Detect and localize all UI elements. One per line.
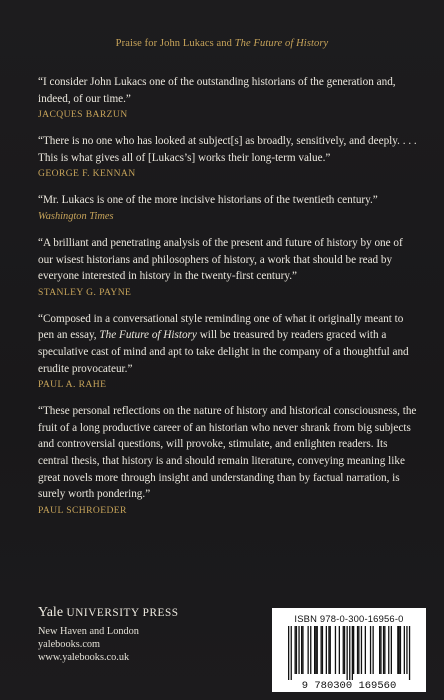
barcode-bar bbox=[322, 626, 323, 674]
barcode-bar bbox=[330, 626, 331, 674]
barcode-bar bbox=[298, 626, 299, 674]
barcode-bar bbox=[380, 626, 381, 674]
publisher-block bbox=[38, 605, 179, 665]
blurb-text bbox=[38, 403, 418, 503]
blurb-author: JACQUES BARZUN bbox=[38, 109, 128, 121]
blurb-washington-times bbox=[38, 192, 418, 224]
barcode-bar bbox=[310, 626, 311, 674]
blurb-text-part: “A brilliant and penetrating analysis of the present and future of history by one of our wisest historians and philosophers of history, a work that should be read by everyone interested in history in the twenty-first century.” bbox=[38, 236, 403, 283]
blurb-text bbox=[38, 133, 418, 166]
blurb-text-part: “Composed in a conversational style reminding one of what it originally meant to pen an essay, bbox=[38, 312, 404, 342]
barcode-bar bbox=[352, 626, 353, 680]
blurb-schroeder bbox=[38, 403, 418, 518]
publisher-city: New Haven and London bbox=[38, 626, 139, 637]
barcode-bar bbox=[357, 626, 358, 674]
blurb-text bbox=[38, 74, 418, 107]
blurb-text bbox=[38, 192, 418, 209]
barcode-digits: 9 780300 169560 bbox=[301, 680, 397, 690]
praise-book-title: The Future of History bbox=[234, 38, 329, 49]
barcode-bar bbox=[353, 626, 354, 674]
blurb-text-part: “There is no one who has looked at subject[s] as broadly, sensitively, and deeply. . . . This is what gives all of [Lukacs’s] works their long-term value.” bbox=[38, 135, 417, 164]
barcode-bar bbox=[308, 626, 309, 674]
publisher-website-us: yalebooks.com bbox=[38, 639, 101, 651]
isbn-barcode bbox=[272, 608, 426, 692]
blurb-author: GEORGE F. KENNAN bbox=[38, 168, 136, 180]
praise-header bbox=[0, 38, 444, 49]
barcode-bar bbox=[317, 626, 318, 674]
barcode-bar bbox=[328, 626, 329, 674]
barcode-bar bbox=[370, 626, 371, 674]
blurb-text-part: will be treasured by readers graced with a speculative cast of mind and apt to take delight in the company of a thoughtful and erudite provocateur.” bbox=[38, 329, 409, 375]
barcode-bar bbox=[296, 626, 297, 674]
publisher-yale: Yale bbox=[38, 605, 64, 620]
barcode-bar bbox=[321, 626, 322, 674]
blurb-kennan bbox=[38, 133, 418, 181]
blurb-author: PAUL SCHROEDER bbox=[38, 504, 127, 516]
barcode-bar bbox=[302, 626, 303, 674]
publisher-press: UNIVERSITY PRESS bbox=[66, 607, 179, 619]
blurb-text-part: “Mr. Lukacs is one of the more incisive historians of the twentieth century.” bbox=[38, 194, 378, 207]
blurb-barzun bbox=[38, 74, 418, 122]
blurb-text-part: “These personal reflections on the nature of history and historical consciousness, the fruit of a long productive career of an historian who never shrank from big subjects and controversial questions, will provoke, stimulate, and enlighten readers. Its central thesis, that history is and should remain literature, conveying meaning like great novels more through insight and understanding than by factual narration, is surely worth pondering.” bbox=[38, 405, 417, 501]
barcode-bar bbox=[344, 626, 345, 674]
barcode-bar bbox=[295, 626, 296, 674]
barcode-bar bbox=[314, 626, 315, 674]
barcode-bar bbox=[406, 626, 407, 674]
blurb-text-part: “I consider John Lukacs one of the outstanding historians of the generation and, indeed, of our time.” bbox=[38, 76, 396, 105]
barcode-bar bbox=[326, 626, 327, 674]
barcode-bar bbox=[379, 626, 380, 674]
blurb-book-title: The Future of History bbox=[99, 329, 197, 342]
blurb-text bbox=[38, 311, 418, 377]
barcode-bar bbox=[301, 626, 302, 674]
barcode-bar bbox=[358, 626, 359, 674]
barcode-bar bbox=[404, 626, 405, 674]
barcode-bar bbox=[399, 626, 400, 674]
barcode-bar bbox=[288, 626, 289, 680]
blurb-author: Washington Times bbox=[38, 210, 114, 222]
barcode-bar bbox=[347, 626, 348, 680]
barcode-bar bbox=[339, 626, 340, 674]
praise-prefix: Praise for John Lukacs and bbox=[115, 38, 232, 49]
publisher-website-uk: www.yalebooks.co.uk bbox=[38, 652, 130, 664]
barcode-bar bbox=[343, 626, 344, 674]
blurb-author: PAUL A. RAHE bbox=[38, 379, 107, 391]
barcode-bar bbox=[373, 626, 374, 674]
isbn-label: ISBN 978-0-300-16956-0 bbox=[294, 613, 404, 624]
barcode-bar bbox=[397, 626, 398, 674]
barcode-icon bbox=[278, 626, 420, 690]
barcode-bar bbox=[291, 626, 292, 680]
blurb-rahe bbox=[38, 311, 418, 392]
barcode-bar bbox=[383, 626, 384, 674]
barcode-bar bbox=[349, 626, 350, 680]
barcode-bar bbox=[361, 626, 362, 674]
barcode-bar bbox=[388, 626, 389, 674]
barcode-bar bbox=[365, 626, 366, 674]
blurb-text bbox=[38, 235, 418, 285]
blurb-author: STANLEY G. PAYNE bbox=[38, 286, 132, 298]
barcode-bar bbox=[391, 626, 392, 674]
barcode-bar bbox=[315, 626, 316, 674]
blurb-payne bbox=[38, 235, 418, 300]
barcode-bar bbox=[409, 626, 410, 680]
barcode-bar bbox=[400, 626, 401, 674]
blurbs-list bbox=[38, 74, 418, 529]
barcode-bar bbox=[384, 626, 385, 674]
barcode-bar bbox=[335, 626, 336, 674]
publisher-name bbox=[38, 605, 179, 621]
